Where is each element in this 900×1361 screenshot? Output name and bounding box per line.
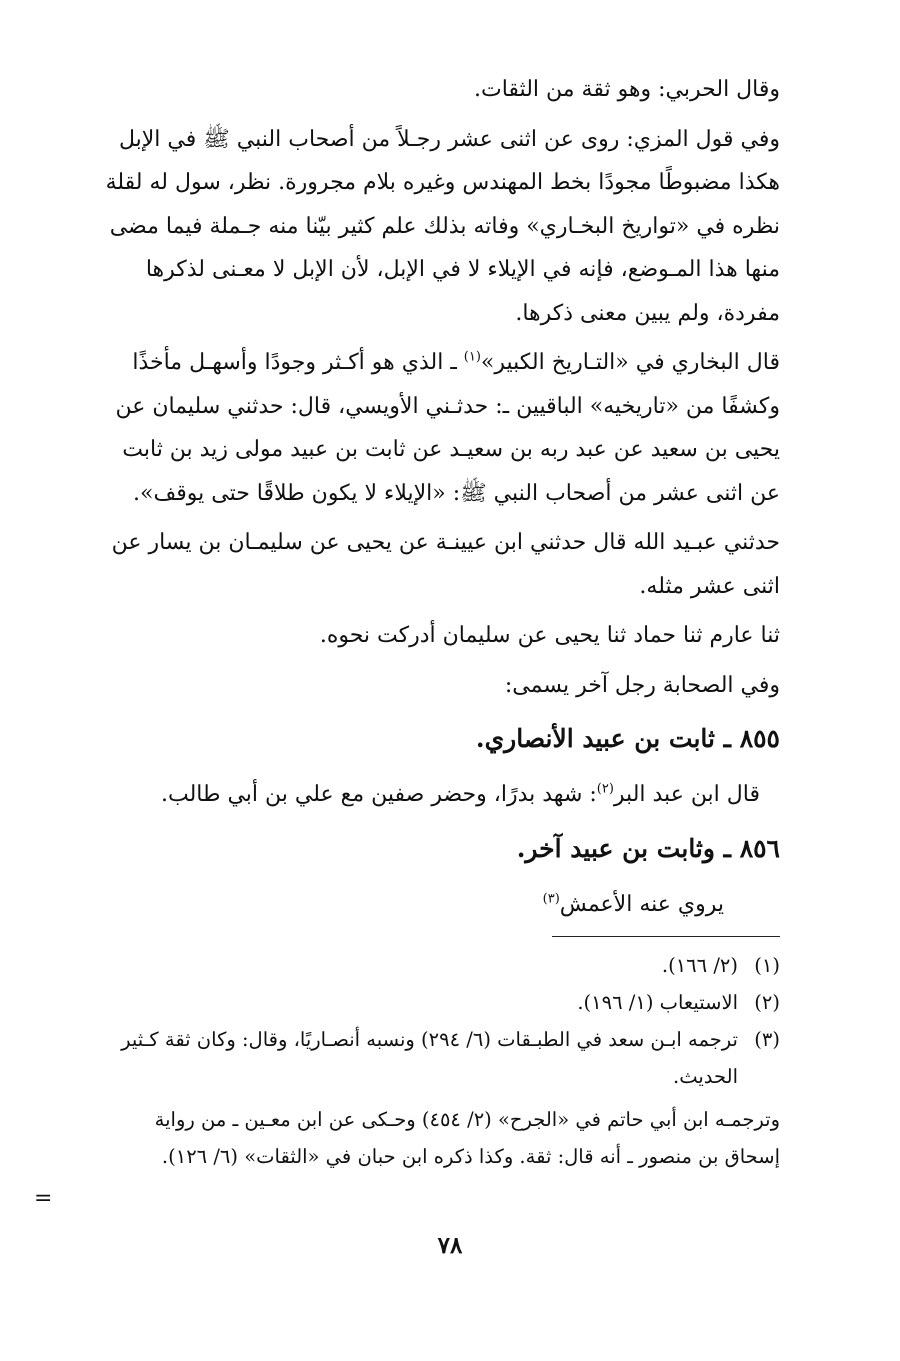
text-segment: قال البخاري في «التـاريخ الكبير» xyxy=(480,350,780,375)
footnote-2 xyxy=(62,984,780,1021)
text-segment: : شهد بدرًا، وحضر صفين مع علي بن أبي طالب. xyxy=(160,782,597,807)
footnote-ref-2[interactable]: (٢) xyxy=(596,781,614,797)
entry-855-text xyxy=(62,773,780,817)
text-segment: ـ الذي هو أكـثر وجودًا وأسهـل مأخذًا xyxy=(132,350,464,375)
footnote-number: (١) xyxy=(754,954,780,977)
text-line: وفي الصحابة رجل آخر يسمى: xyxy=(504,672,780,698)
entry-855-title: ٨٥٥ ـ ثابت بن عبيد الأنصاري. xyxy=(475,724,780,753)
footnote-number: (٣) xyxy=(754,1028,780,1051)
footnote-ref-3[interactable]: (٣) xyxy=(542,891,560,907)
footnote-3-continuation: الحديث. xyxy=(673,1065,738,1088)
footnote-3 xyxy=(62,1021,780,1058)
footnote-3-paragraph-2-line-1: وترجمـه ابن أبي حاتم في «الجرح» (٢/ ٤٥٤) وحـكى عن ابن معـين ـ من رواية xyxy=(154,1108,780,1131)
text-line: وقال الحربي: وهو ثقة من الثقات. xyxy=(474,77,780,102)
entry-856-text xyxy=(62,883,780,927)
paragraph-arim xyxy=(62,614,780,658)
footnote-text: الاستيعاب (١/ ١٩٦). xyxy=(577,991,738,1014)
text-line: هكذا مضبوطًا مجودًا بخط المهندس وغيره بلام مجرورة. نظر، سول له لقلة xyxy=(105,170,780,195)
footnote-divider xyxy=(552,936,780,937)
text-line xyxy=(62,773,760,817)
entry-856-title: ٨٥٦ ـ وثابت بن عبيد آخر. xyxy=(516,833,780,863)
text-line: حدثني عبـيد الله قال حدثني ابن عيينـة عن يحيى عن سليمـان بن يسار عن xyxy=(111,530,780,555)
paragraph-bukhari xyxy=(62,341,780,515)
text-line xyxy=(62,341,780,385)
footnote-text: (٢/ ١٦٦). xyxy=(661,954,738,977)
text-line: منها هذا المـوضع، فإنه في الإيلاء لا في الإبل، لأن الإبل لا معـنى لذكرها xyxy=(145,257,780,282)
footnote-ref-1[interactable]: (١) xyxy=(463,349,481,365)
text-line: يحيى بن سعيد عن عبد ربه بن سعيـد عن ثابت بن عبيد مولى زيد بن ثابت xyxy=(122,437,780,462)
continuation-mark: = xyxy=(34,1186,53,1211)
text-line: مفردة، ولم يبين معنى ذكرها. xyxy=(515,300,780,326)
text-segment: قال ابن عبد البر xyxy=(613,782,760,807)
page-number: ٧٨ xyxy=(437,1232,463,1259)
paragraph-mizzi xyxy=(62,118,780,336)
text-line: وفي قول المزي: روى عن اثنى عشر رجـلاً من أصحاب النبي ﷺ في الإبل xyxy=(118,126,780,152)
page-body xyxy=(62,68,780,1175)
text-line: عن اثنى عشر من أصحاب النبي ﷺ: «الإيلاء لا يكون طلاقًا حتى يوقف». xyxy=(133,480,780,506)
footnote-3-paragraph-2-line-2: إسحاق بن منصور ـ أنه قال: ثقة. وكذا ذكره ابن حبان في «الثقات» (٦/ ١٢٦). xyxy=(161,1145,780,1168)
text-line: ثنا عارم ثنا حماد ثنا يحيى عن سليمان أدركت نحوه. xyxy=(319,623,780,648)
text-segment: يروي عنه الأعمش xyxy=(559,891,724,917)
text-line xyxy=(62,883,760,927)
paragraph-harbi xyxy=(62,68,780,112)
footnote-text: ترجمه ابـن سعد في الطبـقات (٦/ ٢٩٤) ونسبه أنصـاريًا، وقال: وكان ثقة كـثير xyxy=(121,1028,738,1051)
footnote-1 xyxy=(62,947,780,984)
paragraph-ubaydullah xyxy=(62,521,780,608)
text-line: اثنى عشر مثله. xyxy=(639,573,780,599)
footnote-number: (٢) xyxy=(754,991,780,1014)
text-line: نظره في «تواريخ البخـاري» وفاته بذلك علم كثير بيّنا منه جـملة فيما مضى xyxy=(109,213,780,239)
paragraph-sahaba xyxy=(62,664,780,708)
text-line: وكشفًا من «تاريخيه» الباقيين ـ: حدثـني الأويسي، قال: حدثني سليمان عن xyxy=(115,393,780,419)
